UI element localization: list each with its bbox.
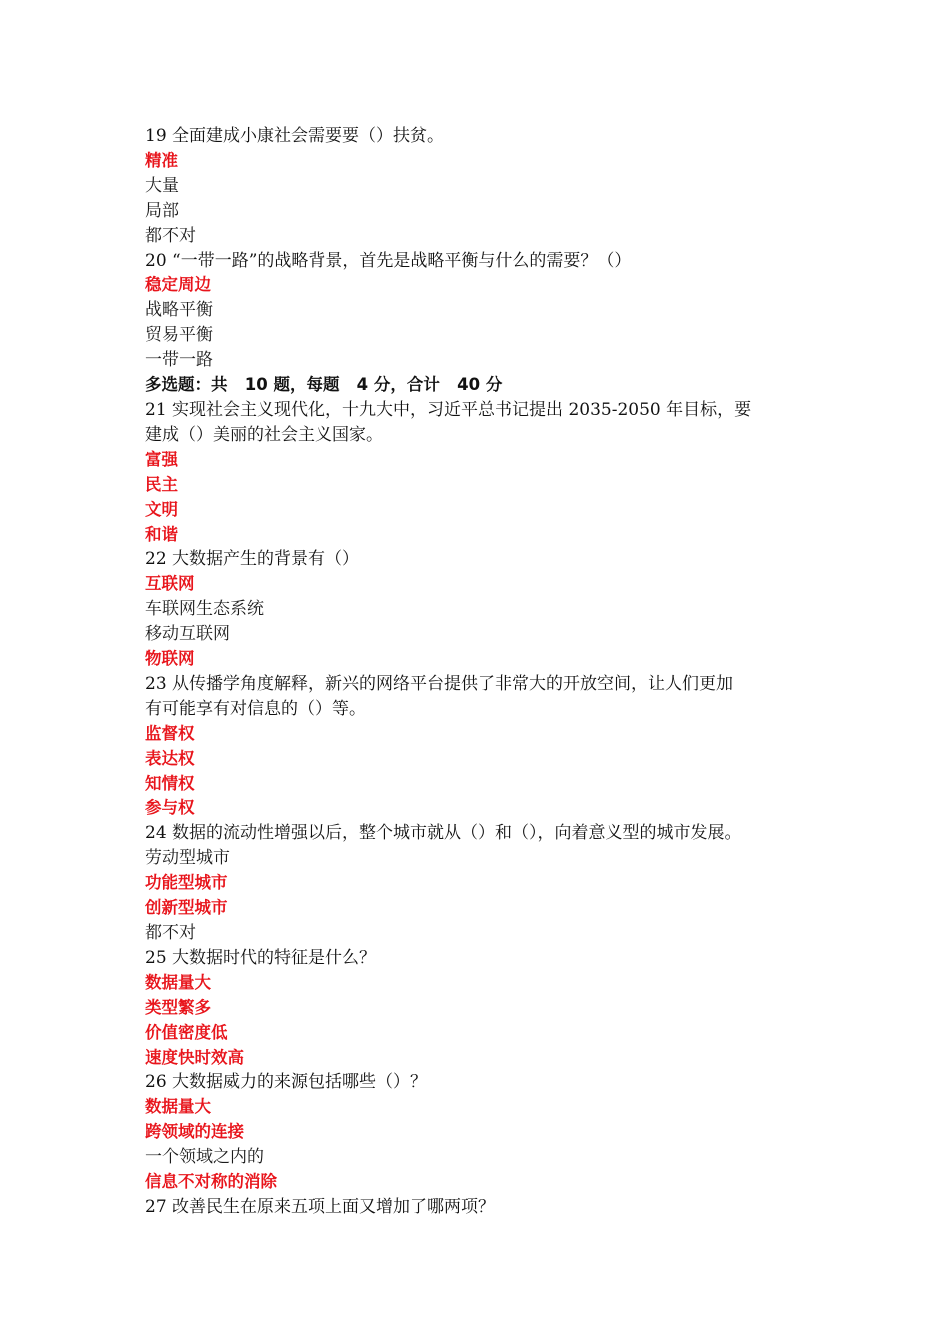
- correct-option: 类型繁多: [145, 997, 211, 1017]
- correct-option: 知情权: [145, 773, 195, 793]
- correct-option: 文明: [145, 499, 178, 519]
- question-21-text-continued: 建成（）美丽的社会主义国家。: [145, 424, 383, 445]
- correct-option: 速度快时效高: [145, 1047, 244, 1067]
- document-page: [145, 124, 815, 1220]
- correct-option: 稳定周边: [145, 275, 211, 295]
- correct-option: 和谐: [145, 524, 178, 544]
- question-22-text: 22 大数据产生的背景有（）: [145, 549, 360, 570]
- correct-option: 监督权: [145, 723, 195, 743]
- correct-option: 创新型城市: [145, 898, 228, 918]
- correct-option: 参与权: [145, 798, 195, 818]
- correct-option: 数据量大: [145, 972, 211, 992]
- multiple-choice-section-header: 多选题：共 10 题，每题 4 分，合计 40 分: [145, 375, 503, 395]
- correct-option: 表达权: [145, 748, 195, 768]
- option: 一带一路: [145, 350, 213, 371]
- option: 大量: [145, 175, 179, 196]
- question-21-text: 21 实现社会主义现代化，十九大中，习近平总书记提出 2035-2050 年目标，要: [145, 399, 752, 420]
- option: 贸易平衡: [145, 325, 213, 346]
- option: 都不对: [145, 923, 196, 943]
- correct-option: 民主: [145, 474, 178, 494]
- correct-option: 精准: [145, 150, 178, 170]
- question-26-text: 26 大数据威力的来源包括哪些（）？: [145, 1072, 428, 1093]
- correct-option: 信息不对称的消除: [145, 1172, 277, 1192]
- question-19-text: 19 全面建成小康社会需要要（）扶贫。: [145, 126, 445, 146]
- correct-option: 富强: [145, 449, 178, 469]
- correct-option: 互联网: [145, 574, 195, 594]
- correct-option: 功能型城市: [145, 873, 228, 893]
- option: 车联网生态系统: [145, 599, 264, 620]
- option: 一个领域之内的: [145, 1147, 264, 1168]
- correct-option: 跨领域的连接: [145, 1122, 244, 1142]
- question-20-text: 20 “一带一路”的战略背景，首先是战略平衡与什么的需要？（）: [145, 250, 632, 271]
- question-23-text-continued: 有可能享有对信息的（）等。: [145, 698, 366, 719]
- option: 移动互联网: [145, 624, 230, 645]
- correct-option: 物联网: [145, 649, 195, 669]
- question-27-text: 27 改善民生在原来五项上面又增加了哪两项？: [145, 1196, 496, 1217]
- option: 战略平衡: [145, 300, 213, 321]
- option: 局部: [145, 200, 179, 221]
- correct-option: 数据量大: [145, 1097, 211, 1117]
- question-25-text: 25 大数据时代的特征是什么？: [145, 947, 377, 968]
- question-23-text: 23 从传播学角度解释，新兴的网络平台提供了非常大的开放空间，让人们更加: [145, 673, 734, 694]
- question-24-text: 24 数据的流动性增强以后，整个城市就从（）和（），向着意义型的城市发展。: [145, 823, 742, 844]
- option: 都不对: [145, 225, 196, 246]
- option: 劳动型城市: [145, 848, 230, 869]
- correct-option: 价值密度低: [145, 1022, 228, 1042]
